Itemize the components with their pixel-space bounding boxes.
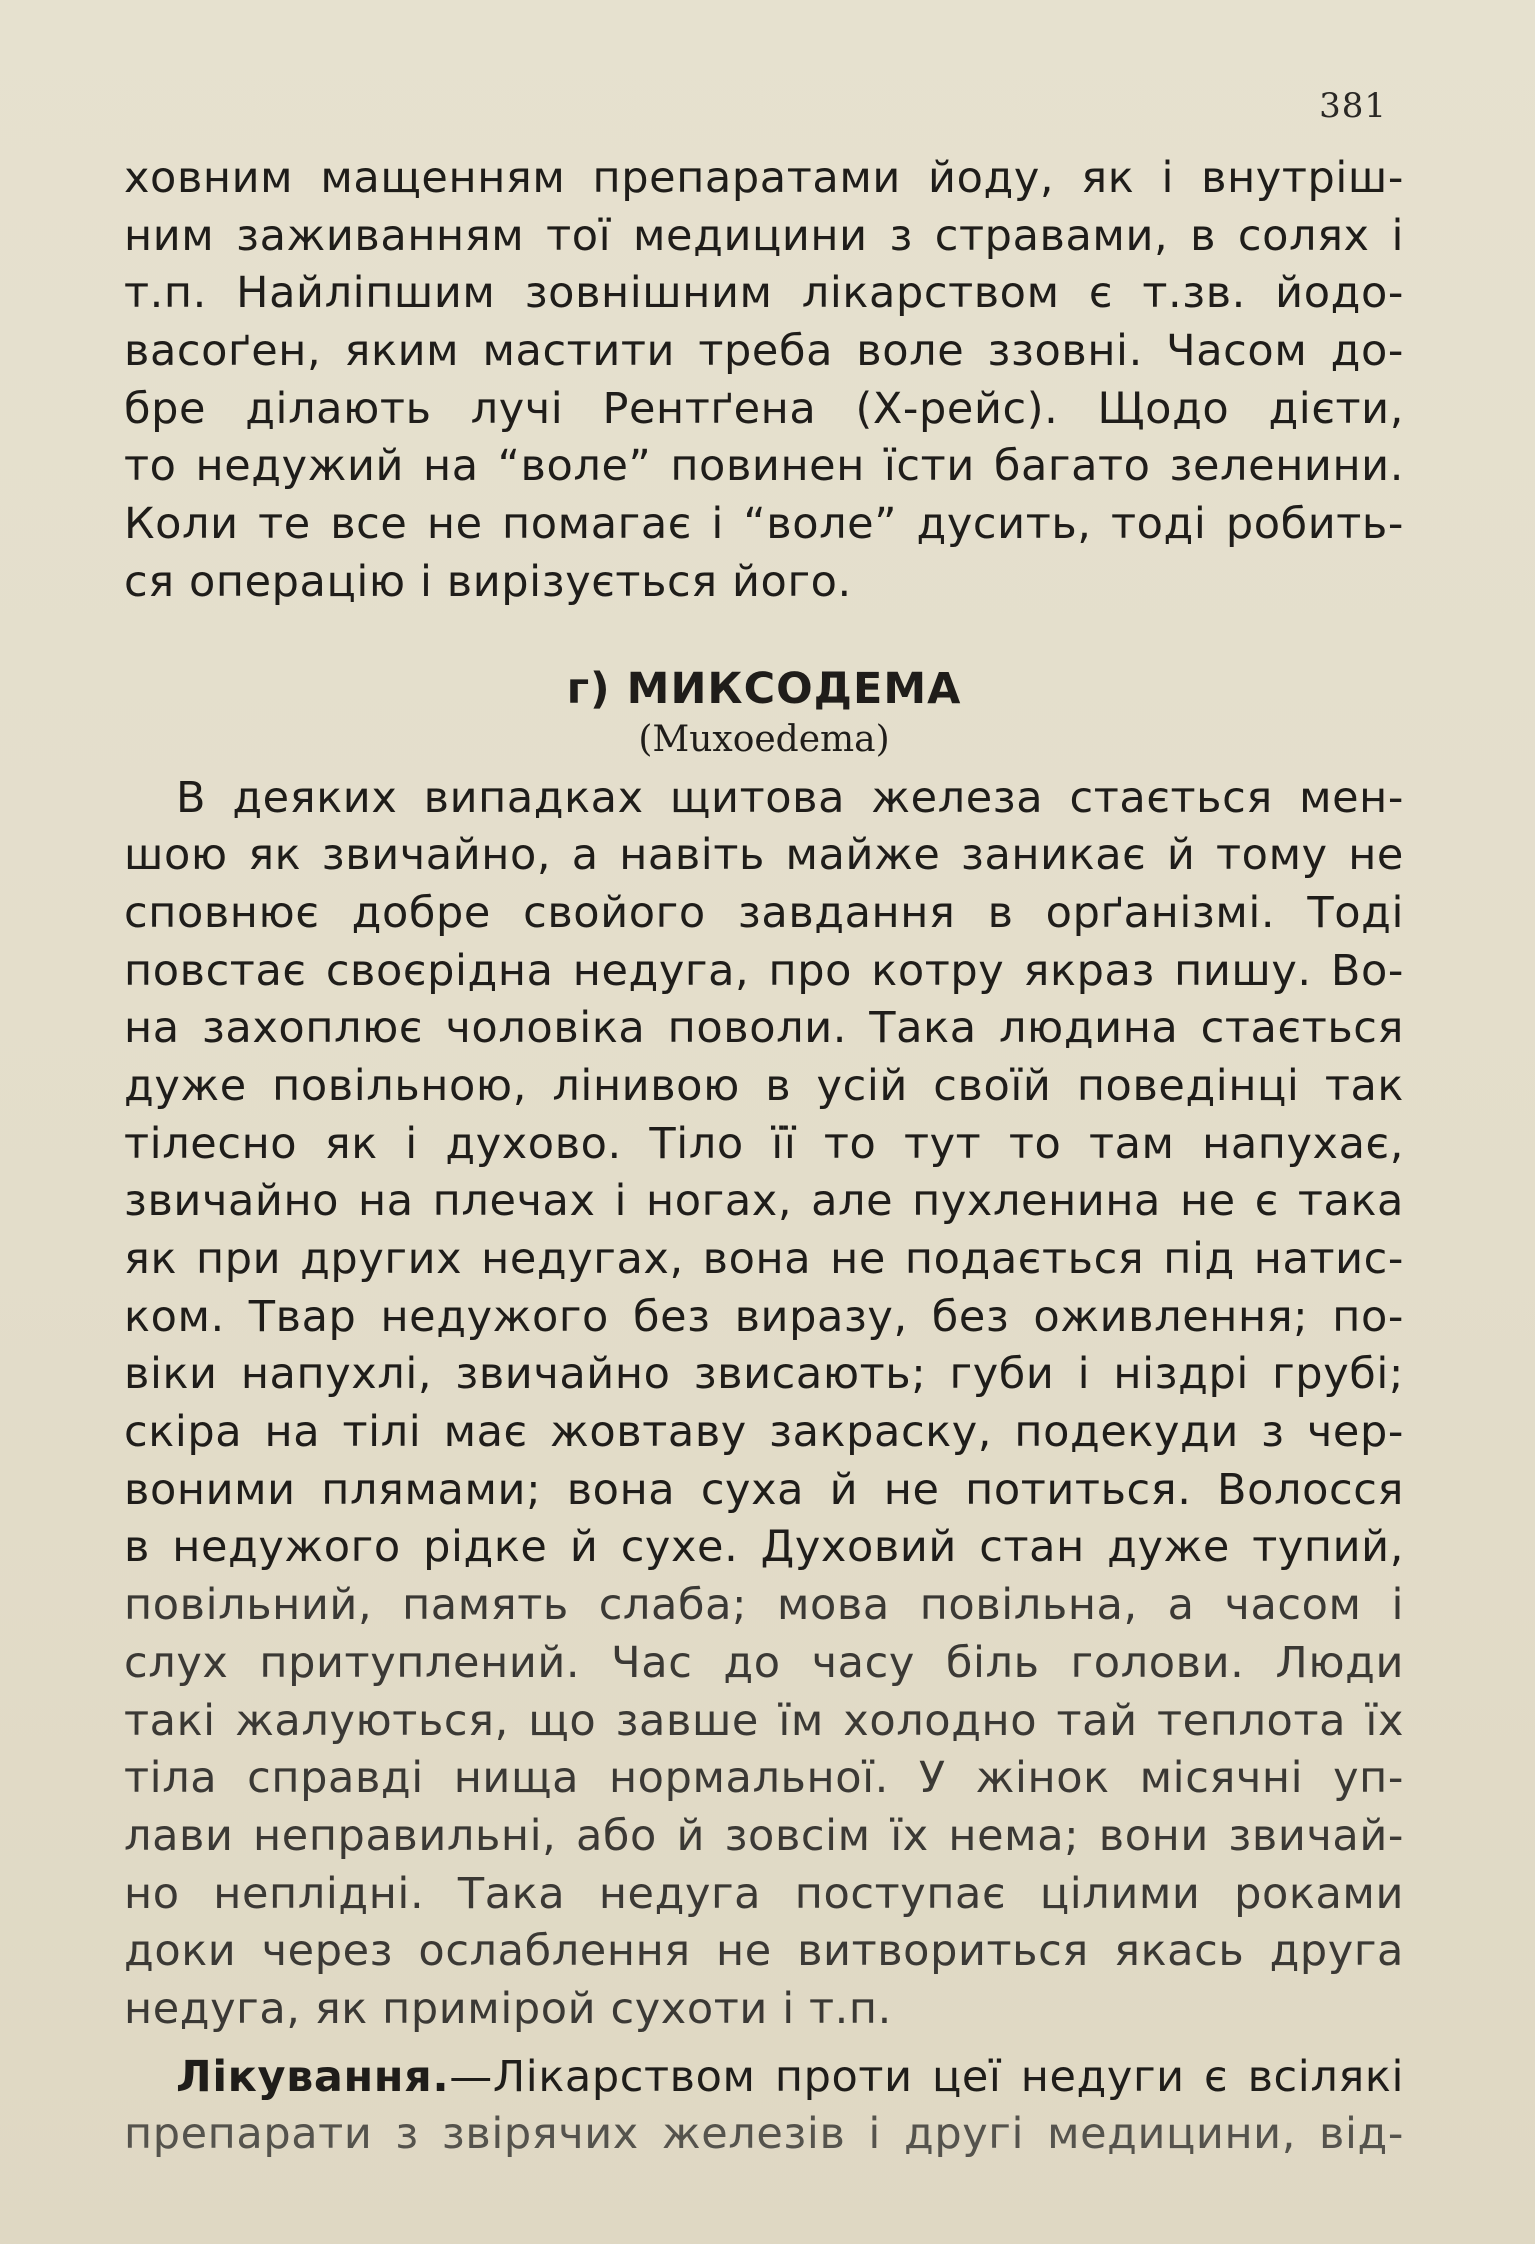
text-line: препарати з звірячих железів і другі медицини, від- [124,2109,1404,2160]
text-line: недуга, як примірой сухоти і т.п. [124,1983,892,2034]
text-line: ком. Твар недужого без виразу, без оживлення; по- [124,1291,1404,1342]
text-line: в недужого рідке й сухе. Духовий стан дуже тупий, [124,1522,1404,1573]
text-line: шою як звичайно, а навіть майже заникає й тому не [124,830,1404,881]
section-heading: г) МИКСОДЕМА [566,663,962,714]
text-line [124,2049,1404,2107]
text-line: повільний, память слаба; мова повільна, а часом і [124,1580,1404,1631]
text-line: на захоплює чоловіка поволи. Така людина стається [124,1003,1404,1054]
text-line: повстає своєрідна недуга, про котру якраз пишу. Во- [124,945,1404,996]
text-line: звичайно на плечах і ногах, але пухленина не є така [124,1176,1404,1227]
text-line: слух притуплений. Час до часу біль голови. Люди [124,1637,1404,1688]
text-line: васоґен, яким мастити треба воле ззовні. Часом до- [124,326,1404,377]
text-line: як при других недугах, вона не подається під натис- [124,1234,1404,1284]
text-line: сповнює добре свойого завдання в орґанізмі. Тоді [124,887,1404,938]
section-latin-name: (Muxoedema) [638,718,890,760]
page-content [124,150,1404,2164]
text-line: ним заживанням тої медицини з стравами, в солях і [124,210,1404,261]
text-line: В деяких випадках щитова железа стається мен- [176,772,1404,823]
text-line: тіла справді нища нормальної. У жінок місячні уп- [124,1753,1404,1804]
text-line: лави неправильні, або й зовсім їх нема; вони звичай- [124,1810,1404,1861]
text-line: ховним мащенням препаратами йоду, як і внутріш- [124,153,1404,203]
treatment-run-in-heading: Лікування. [176,2051,450,2102]
text-line: т.п. Найліпшим зовнішним лікарством є т.зв. йодо- [124,268,1404,319]
treatment-line-rest: —Лікарством проти цеї недуги є всілякі [449,2051,1404,2102]
text-line: віки напухлі, звичайно звисають; губи і ніздрі грубі; [124,1349,1404,1400]
text-line: но неплідні. Така недуга поступає цілими роками [124,1868,1404,1919]
text-line: ся операцію і вирізується його. [124,556,852,607]
text-line: скіра на тілі має жовтаву закраску, подекуди з чер- [124,1407,1404,1458]
page-number: 381 [1319,86,1387,126]
text-line: тілесно як і духово. Тіло її то тут то там напухає, [124,1118,1404,1169]
paragraph-continuation [124,150,1404,612]
text-line: дуже повільною, лінивою в усій своїй поведінці так [124,1060,1404,1111]
text-line: то недужий на “воле” повинен їсти багато зеленини. [124,441,1404,492]
text-line: бре ділають лучі Рентґена (Х-рейс). Щодо дієти, [124,383,1404,434]
text-line: такі жалуються, що завше їм холодно тай теплота їх [124,1695,1404,1746]
text-line: доки через ослаблення не витвориться якась друга [124,1926,1404,1977]
paragraph-treatment [124,2049,1404,2164]
text-line: Коли те все не помагає і “воле” дусить, тоді робить- [124,499,1404,550]
paragraph-description [124,770,1404,2039]
text-line: воними плямами; вона суха й не потиться. Волосся [124,1464,1404,1515]
